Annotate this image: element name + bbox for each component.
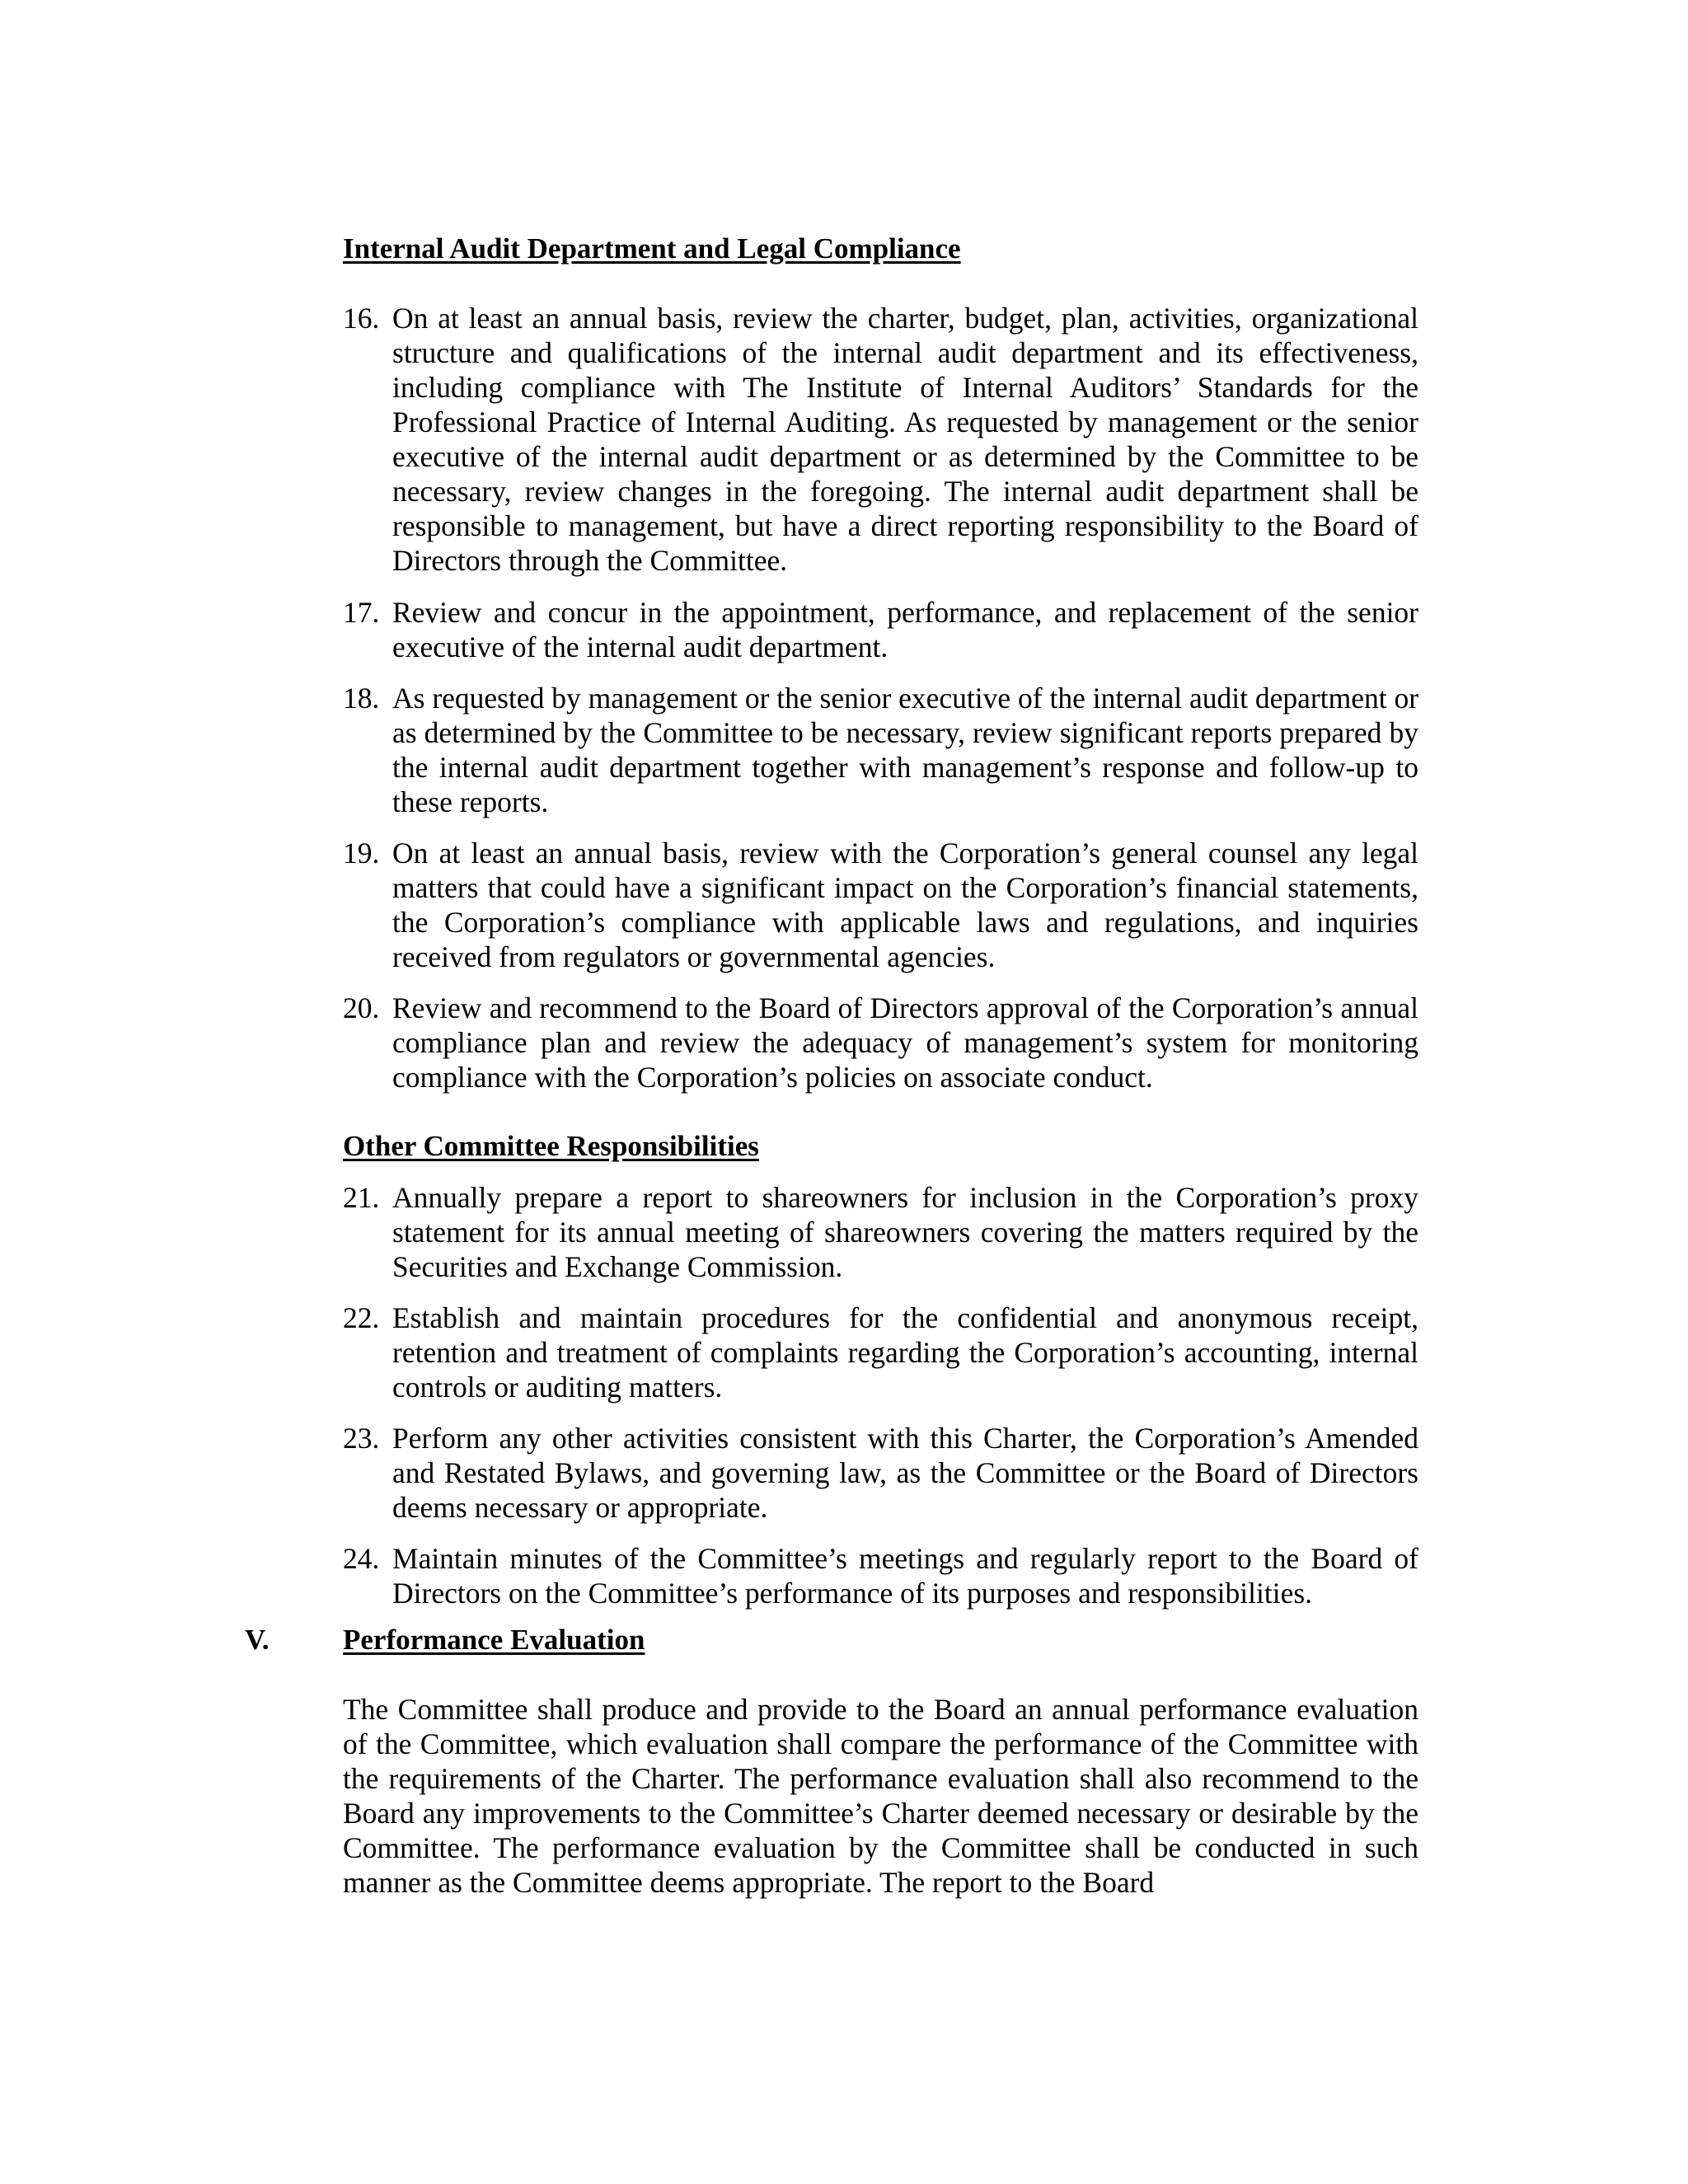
list-item-21 — [343, 1180, 1418, 1284]
item-text: Perform any other activities consistent with this Charter, the Corporation’s Amended and Restated Bylaws, and governing law, as the Committee or the Board of Directors deems necessary or appropriate. — [392, 1422, 1418, 1524]
section-number-v: V. — [245, 1624, 270, 1656]
list-item-18 — [343, 681, 1418, 819]
list-item-19 — [343, 836, 1418, 974]
item-text: On at least an annual basis, review with the Corporation’s general counsel any legal matters that could have a significant impact on the Corporation’s financial statements, the Corporation’s compliance with applicable laws and regulations, and inquiries received from regulators or governmental agencies. — [392, 837, 1418, 973]
item-number: 24. — [343, 1542, 380, 1575]
section-heading-internal-audit: Internal Audit Department and Legal Compliance — [343, 232, 961, 265]
item-text: On at least an annual basis, review the charter, budget, plan, activities, organizational structure and qualifications of the internal audit department and its effectiveness, including compliance with The Institute of Internal Auditors’ Standards for the Professional Practice of Internal Auditing. As requested by management or the senior executive of the internal audit department or as determined by the Committee to be necessary, review changes in the foregoing. The internal audit department shall be responsible to management, but have a direct reporting responsibility to the Board of Directors through the Committee. — [392, 302, 1418, 577]
list-item-17 — [343, 595, 1418, 664]
section-heading-other-responsibilities: Other Committee Responsibilities — [343, 1130, 759, 1162]
list-item-16 — [343, 301, 1418, 578]
item-text: Review and recommend to the Board of Directors approval of the Corporation’s annual compliance plan and review the adequacy of management’s system for monitoring compliance with the Corporation’s policies on associate conduct. — [392, 991, 1418, 1094]
item-number: 22. — [343, 1301, 380, 1334]
list-item-24 — [343, 1541, 1418, 1610]
item-number: 19. — [343, 837, 380, 869]
item-number: 16. — [343, 302, 380, 335]
item-text: Maintain minutes of the Committee’s meetings and regularly report to the Board of Directors on the Committee’s performance of its purposes and responsibilities. — [392, 1542, 1418, 1610]
list-item-23 — [343, 1421, 1418, 1525]
item-text: Review and concur in the appointment, performance, and replacement of the senior executive of the internal audit department. — [392, 596, 1418, 663]
item-text: Annually prepare a report to shareowners for inclusion in the Corporation’s proxy statement for its annual meeting of shareowners covering the matters required by the Securities and Exchange Commission. — [392, 1181, 1418, 1283]
item-number: 17. — [343, 596, 380, 629]
item-text: As requested by management or the senior executive of the internal audit department or as determined by the Committee to be necessary, review significant reports prepared by the internal audit department together with management’s response and follow-up to these reports. — [392, 682, 1419, 818]
item-number: 20. — [343, 991, 380, 1024]
list-item-22 — [343, 1301, 1418, 1404]
list-item-20 — [343, 991, 1418, 1094]
item-number: 21. — [343, 1181, 380, 1214]
performance-evaluation-paragraph: The Committee shall produce and provide to the Board an annual performance evaluation of the Committee, which evaluation shall compare the performance of the Committee with the requirements of the Charter. The performance evaluation shall also recommend to the Board any improvements to the Committee’s Charter deemed necessary or desirable by the Committee. The performance evaluation by the Committee shall be conducted in such manner as the Committee deems appropriate. The report to the Board — [343, 1693, 1418, 1899]
item-number: 18. — [343, 682, 380, 715]
section-heading-performance-evaluation: Performance Evaluation — [343, 1624, 645, 1656]
item-text: Establish and maintain procedures for the confidential and anonymous receipt, retention and treatment of complaints regarding the Corporation’s accounting, internal controls or auditing matters. — [392, 1301, 1418, 1404]
item-number: 23. — [343, 1422, 380, 1455]
